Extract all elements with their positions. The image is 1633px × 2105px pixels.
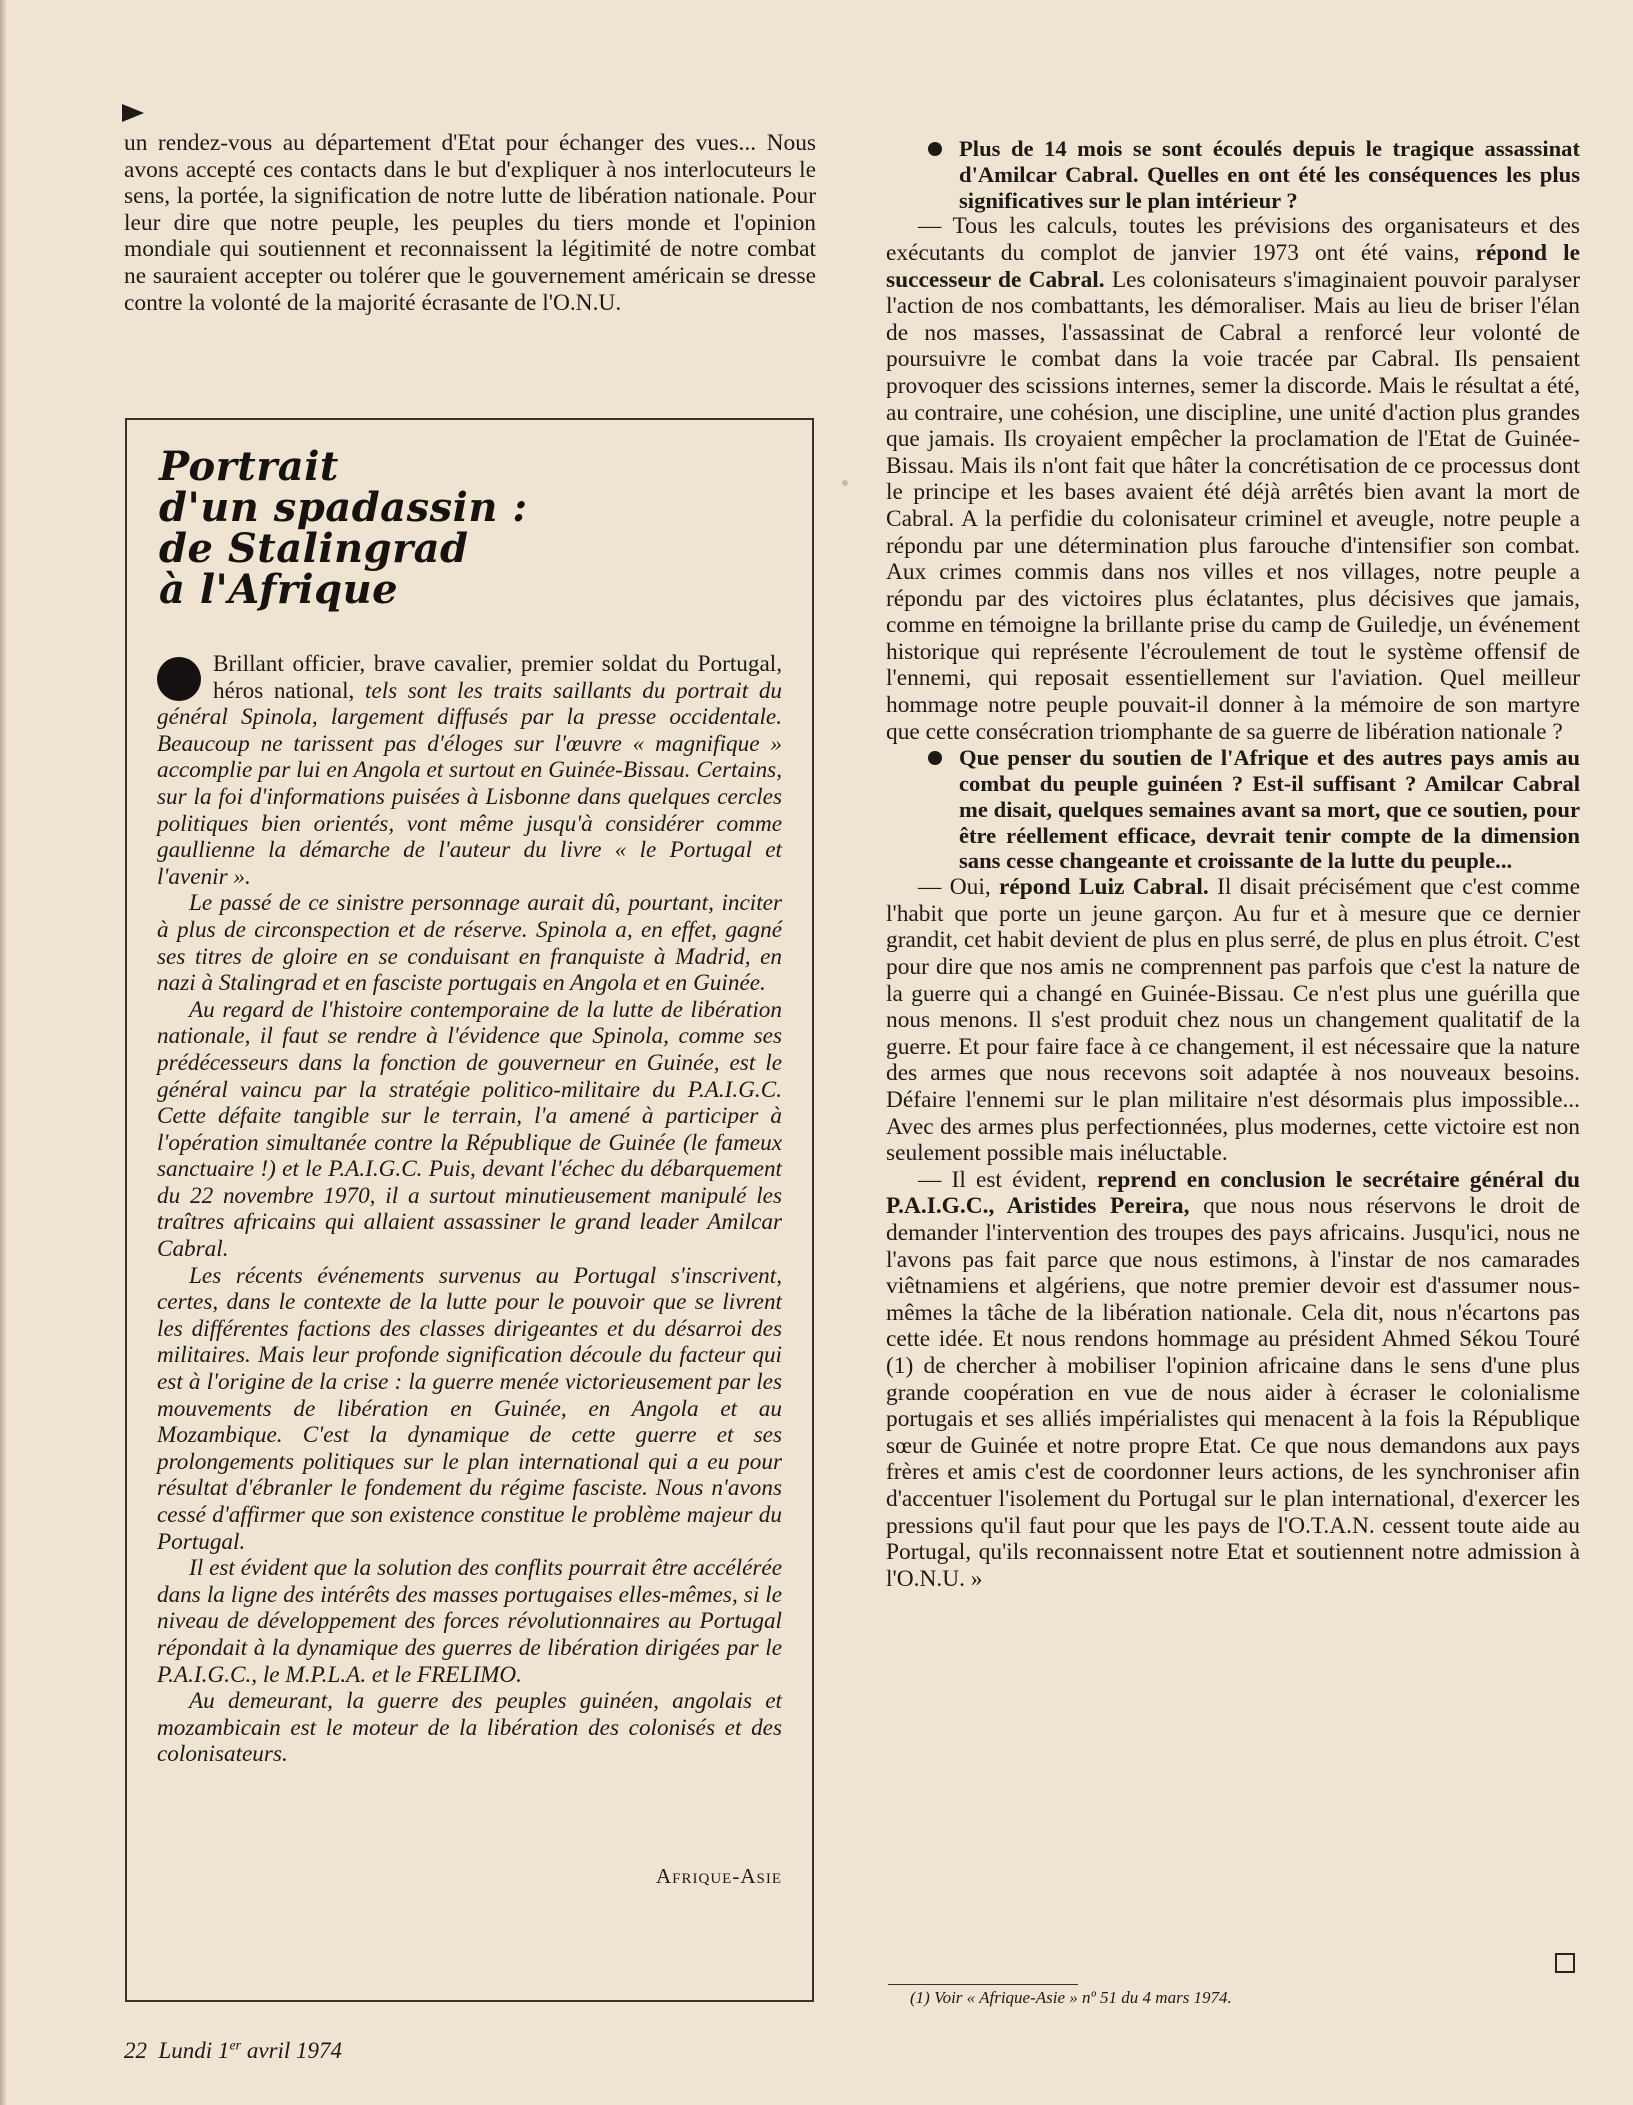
paper-stain (842, 480, 848, 486)
box-body (157, 651, 782, 1768)
answer-text: que nous nous réservons le droit de demander l'intervention des troupes des pays africains. Jusqu'ici, nous ne l'avons pas fait parce que nous estimons, à l'instar de nos camarades viêtnamiens et algériens, que notre premier devoir est d'assumer nous-mêmes la tâche de la libération nationale. Cela dit, nous n'écartons pas cette idée. Et nous rendons hommage au président Ahmed Sékou Touré (1) de chercher à mobiliser l'opinion africaine dans le sens d'une plus grande coopération en vue de nous aider à écraser le colonialisme portugais et ses alliés impérialistes qui menacent à la fois la République sœur de Guinée et notre propre Etat. Ce que nous demandons aux pays frères et amis c'est de coordonner leurs actions, de les synchroniser afin d'accentuer l'isolement du Portugal sur le plan international, d'exercer les pressions qu'il faut pour que les pays de l'O.T.A.N. cessent toute aide au Portugal, qu'ils reconnaissent notre Etat et soutiennent notre admission à l'O.N.U. » (886, 1193, 1580, 1592)
speaker-attribution: reprend en conclusion le secrétaire général du P.A.I.G.C., Aristides Pereira, (886, 1166, 1580, 1220)
bullet-dot-icon (928, 751, 942, 765)
question-1 (886, 136, 1580, 213)
answer-text: — Oui, (918, 874, 991, 901)
issue-date-sup: er (229, 2038, 242, 2054)
bullet-dot-icon (928, 142, 942, 156)
answer-text: — Il est évident, (918, 1166, 1087, 1193)
issue-date-text: avril 1974 (241, 2038, 343, 2063)
box-paragraph: Les récents événements survenus au Portugal s'inscrivent, certes, dans le contexte de la lutte pour le pouvoir que se livrent les différentes factions des classes dirigeantes et du désarroi des militaires. Mais leur profonde signification découle du facteur qui est à l'origine de la crise : la guerre menée victorieusement par les mouvements de libération en Guinée, en Angola et au Mozambique. C'est la dynamique de cette guerre et ses prolongements politiques sur le plan international qui a eu pour résultat d'ébranler le fondement du régime fasciste. Nous n'avons cessé d'affirmer que son existence constitue le problème majeur du Portugal. (157, 1262, 782, 1555)
left-intro-text (124, 130, 816, 316)
box-title-line: à l'Afrique (159, 566, 399, 613)
box-title-line: de Stalingrad (159, 525, 469, 572)
answer-3 (886, 1167, 1580, 1593)
answer-2 (886, 874, 1580, 1167)
box-lead-rest: tels sont les traits saillants du portrait du général Spinola, largement diffusés par la presse occidentale. Beaucoup ne tarissent pas d'éloges sur l'œuvre « magnifique » accomplie par lui en Angola et surtout en Guinée-Bissau. Certains, sur la foi d'informations puisées à Lisbonne dans quelques cercles politiques bien orientés, vont même jusqu'à considérer comme gaullienne la démarche de l'auteur du livre « le Portugal et l'avenir ». (157, 677, 783, 890)
box-paragraph (157, 651, 782, 890)
question-2 (886, 745, 1580, 874)
issue-date-text: Lundi 1 (158, 2038, 230, 2063)
question-text: Plus de 14 mois se sont écoulés depuis le tragique assassinat d'Amilcar Cabral. Quelles en ont été les conséquences les plus significatives sur le plan intérieur ? (959, 136, 1580, 213)
end-of-article-square-icon (1555, 1953, 1575, 1973)
answer-1 (886, 213, 1580, 745)
answer-text: Il disait précisément que c'est comme l'habit que porte un jeune garçon. Au fur et à mesure que ce dernier grandit, cet habit devient de plus en plus serré, de plus en plus étroit. C'est pour dire que nos amis ne comprennent pas parfois que c'est la nature de la guerre qui a changé en Guinée-Bissau. Ce n'est plus une guérilla que nous menons. Il s'est produit chez nous un changement qualitatif de la guerre. Et pour faire face à ce changement, il est nécessaire que la nature des armes que nous recevons soit adaptée à nos nouveaux besoins. Défaire l'ennemi sur le plan militaire n'est désormais plus impossible... Avec des armes plus perfectionnées, plus modernes, cette victoire est non seulement possible mais inéluctable. (886, 874, 1580, 1167)
speaker-attribution: répond le successeur de Cabral. (886, 239, 1580, 293)
box-signature: Afrique-Asie (656, 1864, 782, 1888)
page-edge (0, 0, 6, 2105)
box-title-line: Portrait (159, 443, 339, 490)
page-number: 22 (124, 2038, 147, 2063)
page-footer (124, 2038, 342, 2064)
box-paragraph: Au demeurant, la guerre des peuples guinéen, angolais et mozambicain est le moteur de la libération des colonisés et des colonisateurs. (157, 1688, 782, 1768)
box-lead-text: Brillant officier, brave cavalier, premier soldat du Portugal, héros national, (213, 651, 782, 704)
box-title (159, 443, 659, 613)
box-title-line: d'un spadassin : (159, 484, 528, 531)
footnote: (1) Voir « Afrique-Asie » nº 51 du 4 mars 1974. (910, 1988, 1232, 2007)
question-text: Que penser du soutien de l'Afrique et des autres pays amis au combat du peuple guinéen ? Est-il suffisant ? Amilcar Cabral me disait, quelques semaines avant sa mort, que ce soutien, pour être réellement efficace, devrait tenir compte de la dimension sans cesse changeante et croissante de la lutte du peuple... (959, 745, 1580, 874)
intro-paragraph: un rendez-vous au département d'Etat pour échanger des vues... Nous avons accepté ces contacts dans le but d'expliquer à nos interlocuteurs le sens, la portée, la signification de notre lutte de libération nationale. Pour leur dire que notre peuple, les peuples du tiers monde et l'opinion mondiale qui soutiennent et reconnaissent la légitimité de notre combat ne sauraient accepter ou tolérer que le gouvernement américain se dresse contre la volonté de la majorité écrasante de l'O.N.U. (124, 130, 816, 316)
issue-date (159, 2038, 343, 2063)
footnote-divider (888, 1984, 1078, 1985)
sidebar-box-portrait (125, 418, 814, 2002)
bullet-dot-icon (157, 657, 201, 701)
box-paragraph: Il est évident que la solution des conflits pourrait être accélérée dans la ligne des intérêts des masses portugaises elles-mêmes, si le niveau de développement des forces révolutionnaires au Portugal répondait à la dynamique des guerres de libération dirigées par le P.A.I.G.C., le M.P.L.A. et le FRELIMO. (157, 1555, 782, 1688)
answer-text: — Tous les calculs, toutes les prévisions des organisateurs et des exécutants du complot de janvier 1973 ont été vains, (886, 213, 1580, 266)
speaker-attribution: répond Luiz Cabral. (999, 874, 1209, 901)
answer-text: Les colonisateurs s'imaginaient pouvoir paralyser l'action de nos combattants, les démoraliser. Mais au lieu de briser l'élan de nos masses, l'assassinat de Cabral a renforcé leur volonté de poursuivre le combat dans la voie tracée par Cabral. Ils pensaient provoquer des scissions internes, semer la discorde. Mais le résultat a été, au contraire, une cohésion, une discipline, une unité d'action plus grandes que jamais. Ils croyaient empêcher la proclamation de l'Etat de Guinée-Bissau. Mais ils n'ont fait que hâter la concrétisation de ce processus dont le principe et les bases avaient été déjà arrêtés bien avant la mort de Cabral. A la perfidie du colonisateur criminel et aveugle, notre peuple a répondu par une détermination plus farouche d'intensifier son combat. Aux crimes commis dans nos villes et nos villages, notre peuple a répondu par des victoires plus éclatantes, plus décisives que jamais, comme en témoigne la brillante prise du camp de Guiledje, un événement historique qui représente l'écroulement de tout le système offensif de l'ennemi, qui reposait essentiellement sur l'aviation. Quel meilleur hommage notre peuple pouvait-il donner à la mémoire de son martyre que cette consécration triomphante de sa guerre de libération nationale ? (886, 266, 1580, 745)
box-paragraph: Au regard de l'histoire contemporaine de la lutte de libération nationale, il faut se rendre à l'évidence que Spinola, comme ses prédécesseurs dans la fonction de gouverneur en Guinée, est le général vaincu par la stratégie politico-militaire du P.A.I.G.C. Cette défaite tangible sur le terrain, l'a amené à participer à l'opération simultanée contre la République de Guinée (le fameux sanctuaire !) et le P.A.I.G.C. Puis, devant l'échec du débarquement du 22 novembre 1970, il a surtout minutieusement manipulé les traîtres africains qui allaient assassiner le grand leader Amilcar Cabral. (157, 996, 782, 1263)
interview-column (886, 136, 1580, 1592)
continuation-arrow-icon (122, 104, 144, 122)
box-paragraph: Le passé de ce sinistre personnage aurait dû, pourtant, inciter à plus de circonspection et de réserve. Spinola a, en effet, gagné ses titres de gloire en se conduisant en franquiste à Madrid, en nazi à Stalingrad et en fasciste portugais en Angola et en Guinée. (157, 890, 782, 997)
